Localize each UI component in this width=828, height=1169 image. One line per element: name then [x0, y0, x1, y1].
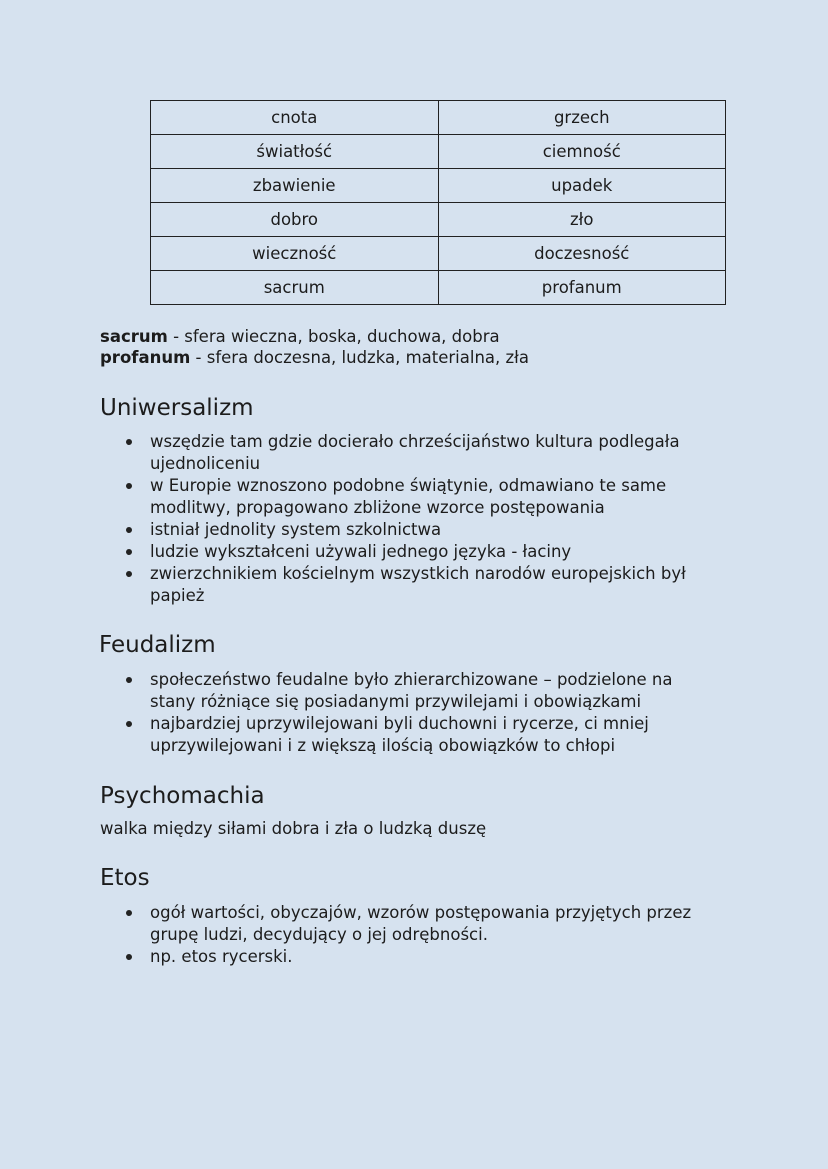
table-cell: sacrum: [151, 271, 439, 305]
list-item: zwierzchnikiem kościelnym wszystkich narodów europejskich był papież: [122, 563, 712, 607]
uniwersalizm-list: [122, 431, 712, 607]
definition-term: sacrum: [100, 327, 168, 346]
definition-profanum: [100, 347, 529, 368]
table-cell: zbawienie: [151, 169, 439, 203]
table-row: [151, 203, 726, 237]
etos-list: [122, 902, 712, 968]
psychomachia-text: walka między siłami dobra i zła o ludzką duszę: [100, 819, 487, 838]
definition-text: - sfera doczesna, ludzka, materialna, zła: [190, 348, 529, 367]
table-row: [151, 135, 726, 169]
table-cell: grzech: [438, 101, 726, 135]
heading-uniwersalizm: Uniwersalizm: [100, 395, 254, 421]
list-item: ludzie wykształceni używali jednego języka - łaciny: [122, 541, 712, 563]
table-row: [151, 237, 726, 271]
table-cell: doczesność: [438, 237, 726, 271]
table-cell: cnota: [151, 101, 439, 135]
table-cell: wieczność: [151, 237, 439, 271]
table-cell: zło: [438, 203, 726, 237]
definition-term: profanum: [100, 348, 191, 367]
table-cell: dobro: [151, 203, 439, 237]
list-item: np. etos rycerski.: [122, 946, 712, 968]
feudalizm-list: [122, 669, 712, 757]
list-item: w Europie wznoszono podobne świątynie, odmawiano te same modlitwy, propagowano zbliżone wzorce postępowania: [122, 475, 712, 519]
table-cell: ciemność: [438, 135, 726, 169]
table-row: [151, 169, 726, 203]
list-item: najbardziej uprzywilejowani byli duchowni i rycerze, ci mniej uprzywilejowani i z większą ilością obowiązków to chłopi: [122, 713, 712, 757]
list-item: społeczeństwo feudalne było zhierarchizowane – podzielone na stany różniące się posiadanymi przywilejami i obowiązkami: [122, 669, 712, 713]
list-item: ogół wartości, obyczajów, wzorów postępowania przyjętych przez grupę ludzi, decydujący o jej odrębności.: [122, 902, 712, 946]
list-item: wszędzie tam gdzie docierało chrześcijaństwo kultura podlegała ujednoliceniu: [122, 431, 712, 475]
heading-etos: Etos: [100, 865, 150, 891]
list-item: istniał jednolity system szkolnictwa: [122, 519, 712, 541]
table-row: [151, 271, 726, 305]
table-cell: profanum: [438, 271, 726, 305]
heading-feudalizm: Feudalizm: [99, 632, 216, 658]
definitions: [100, 326, 529, 368]
definition-text: - sfera wieczna, boska, duchowa, dobra: [167, 327, 500, 346]
table-row: [151, 101, 726, 135]
table-cell: światłość: [151, 135, 439, 169]
table-cell: upadek: [438, 169, 726, 203]
heading-psychomachia: Psychomachia: [100, 783, 265, 809]
sacrum-profanum-table: [150, 100, 726, 305]
definition-sacrum: [100, 326, 529, 347]
